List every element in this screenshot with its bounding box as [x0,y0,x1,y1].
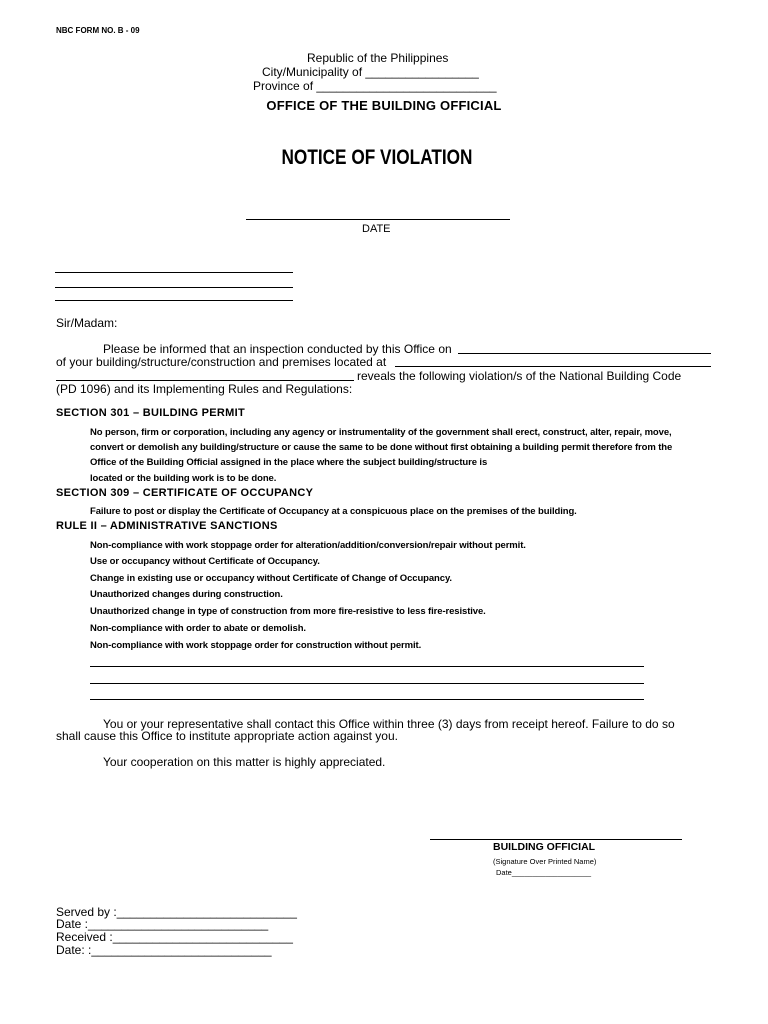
rule-2-line: Non-compliance with order to abate or demolish. [90,623,306,634]
section-309-line: Failure to post or display the Certificate of Occupancy at a conspicuous place on the premises of the building. [90,506,577,517]
inspection-text: Please be informed that an inspection conducted by this Office on [103,342,452,356]
section-309-heading: SECTION 309 – CERTIFICATE OF OCCUPANCY [56,487,314,499]
served-by: Served by :___________________________ [56,905,297,919]
header-republic: Republic of the Philippines [307,51,449,65]
signature-title: BUILDING OFFICIAL [493,841,596,853]
received-date: Date: :___________________________ [56,943,272,957]
office-title: OFFICE OF THE BUILDING OFFICIAL [266,98,502,113]
signature-line [430,839,682,840]
contact-notice: You or your representative shall contact this Office within three (3) days from receipt hereof. Failure to do so [103,717,675,731]
addressee-line [55,300,293,301]
section-301-line: Office of the Building Official assigned in the place where the subject building/structure is [90,457,488,468]
signature-date: Date___________________ [496,868,592,877]
rule-2-line: Unauthorized changes during construction. [90,589,283,600]
cooperation-text: Your cooperation on this matter is highly appreciated. [103,755,386,769]
location-line-2 [56,380,354,381]
received-by: Received :___________________________ [56,930,293,944]
violation-intro: reveals the following violation/s of the National Building Code [357,369,682,383]
date-label: DATE [362,223,391,235]
salutation: Sir/Madam: [56,316,118,330]
location-line [395,366,711,367]
header-province: Province of ___________________________ [253,79,497,93]
section-301-line: No person, firm or corporation, including any agency or instrumentality of the government shall erect, construct, alter, repair, move, [90,427,672,438]
location-text: of your building/structure/construction and premises located at [56,355,387,369]
rule-2-line: Non-compliance with work stoppage order for construction without permit. [90,640,422,651]
rule-2-heading: RULE II – ADMINISTRATIVE SANCTIONS [56,520,278,532]
code-reference: (PD 1096) and its Implementing Rules and Regulations: [56,382,353,396]
page-title: NOTICE OF VIOLATION [281,146,473,169]
header-city: City/Municipality of _________________ [262,65,479,79]
signature-subtitle: (Signature Over Printed Name) [493,857,597,866]
rule-2-line: Change in existing use or occupancy without Certificate of Change of Occupancy. [90,573,452,584]
other-violation-line [90,666,644,667]
rule-2-line: Non-compliance with work stoppage order for alteration/addition/conversion/repair without permit. [90,540,526,551]
other-violation-line [90,683,644,684]
addressee-line [55,287,293,288]
rule-2-line: Unauthorized change in type of construction from more fire-resistive to less fire-resistive. [90,606,486,617]
other-violation-line [90,699,644,700]
section-301-heading: SECTION 301 – BUILDING PERMIT [56,407,246,419]
date-line [246,219,510,220]
addressee-line [55,272,293,273]
inspection-date-line [458,353,711,354]
rule-2-line: Use or occupancy without Certificate of Occupancy. [90,556,320,567]
served-date: Date :___________________________ [56,917,269,931]
contact-notice-cont: shall cause this Office to institute appropriate action against you. [56,729,398,743]
section-301-line: convert or demolish any building/structure or cause the same to be done without first obtaining a building permit therefore from the [90,442,673,453]
section-301-line: located or the building work is to be done. [90,473,277,484]
form-number: NBC FORM NO. B - 09 [56,26,140,35]
